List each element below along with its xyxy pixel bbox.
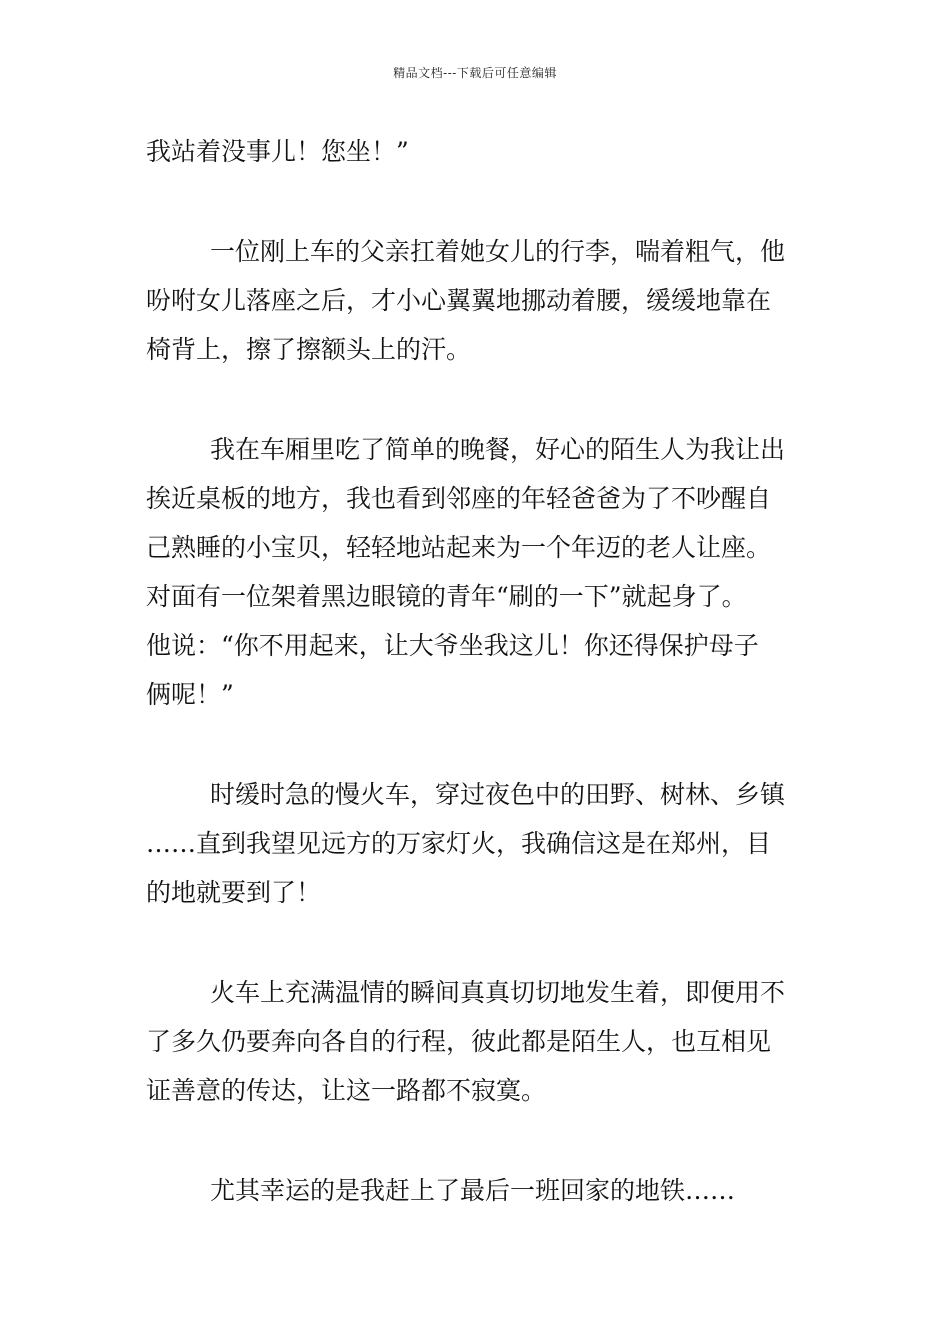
page-header: 精品文档---下载后可任意编辑 [393, 66, 557, 80]
paragraph-gap [146, 917, 810, 968]
paragraph [146, 425, 810, 719]
text-line: 挨近桌板的地方，我也看到邻座的年轻爸爸为了不吵醒自 [146, 484, 772, 513]
text-line: 了多久仍要奔向各自的行程，彼此都是陌生人，也互相见 [146, 1027, 772, 1056]
text-line: 证善意的传达，让这一路都不寂寞。 [146, 1076, 547, 1105]
text-line: 一位刚上车的父亲扛着她女儿的行李，喘着粗气，他 [210, 237, 786, 266]
text-line: 时缓时急的慢火车，穿过夜色中的田野、树林、乡镇 [210, 780, 786, 809]
paragraph-gap [146, 374, 810, 425]
paragraph-gap [146, 1115, 810, 1166]
paragraph-gap [146, 176, 810, 227]
text-line: 我站着没事儿！您坐！” [146, 137, 409, 166]
paragraph [146, 1166, 810, 1215]
text-line: 的地就要到了！ [146, 878, 322, 907]
text-line: 尤其幸运的是我赶上了最后一班回家的地铁…… [210, 1176, 736, 1205]
paragraph [146, 770, 810, 917]
text-line: 己熟睡的小宝贝，轻轻地站起来为一个年迈的老人让座。 [146, 533, 772, 562]
paragraph [146, 227, 810, 374]
text-line: 火车上充满温情的瞬间真真切切地发生着，即便用不 [210, 978, 786, 1007]
text-line: ……直到我望见远方的万家灯火，我确信这是在郑州，目 [146, 829, 772, 858]
article-body [146, 127, 810, 1215]
paragraph-gap [146, 719, 810, 770]
text-line: 吩咐女儿落座之后，才小心翼翼地挪动着腰，缓缓地靠在 [146, 286, 772, 315]
paragraph [146, 968, 810, 1115]
paragraph [146, 127, 810, 176]
text-line: 俩呢！” [146, 680, 234, 709]
text-line: 我在车厢里吃了简单的晚餐，好心的陌生人为我让出 [210, 435, 786, 464]
text-line: 对面有一位架着黑边眼镜的青年“刷的一下”就起身了。 [146, 582, 747, 611]
text-line: 他说：“你不用起来，让大爷坐我这儿！你还得保护母子 [146, 631, 759, 660]
text-line: 椅背上，擦了擦额头上的汗。 [146, 335, 472, 364]
